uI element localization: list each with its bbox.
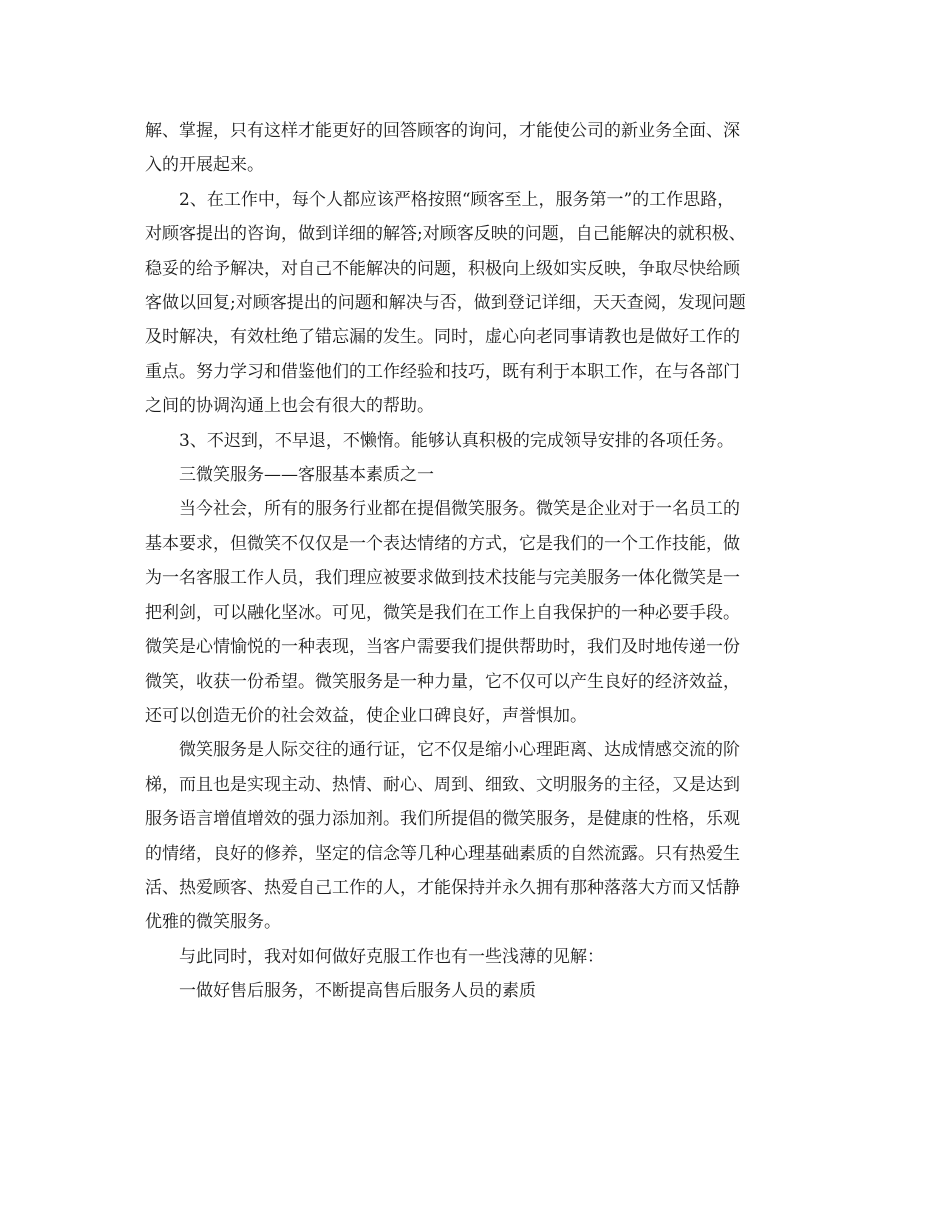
text-line: 的情绪，良好的修养，坚定的信念等几种心理基础素质的自然流露。只有热爱生 [145, 843, 740, 864]
text-line: 当今社会，所有的服务行业都在提倡微笑服务。微笑是企业对于一名员工的 [179, 499, 740, 520]
text-line: 及时解决，有效杜绝了错忘漏的发生。同时，虚心向老同事请教也是做好工作的 [145, 327, 740, 348]
paragraph-3 [145, 424, 805, 458]
paragraph-1 [145, 114, 805, 183]
text-line: 梯，而且也是实现主动、热情、耐心、周到、细致、文明服务的主径，又是达到 [145, 774, 740, 795]
paragraph-2 [145, 183, 805, 424]
text-line: 重点。努力学习和借鉴他们的工作经验和技巧，既有利于本职工作，在与各部门 [145, 361, 740, 382]
text-line: 优雅的微笑服务。 [145, 912, 281, 933]
text-line: 3、不迟到，不早退，不懒惰。能够认真积极的完成领导安排的各项任务。 [179, 430, 734, 451]
text-line: 客做以回复;对顾客提出的问题和解决与否，做到登记详细，天天查阅，发现问题 [145, 293, 746, 314]
paragraph-5 [145, 733, 805, 939]
section-heading [145, 458, 805, 492]
text-line: 解、掌握，只有这样才能更好的回答顾客的询问，才能使公司的新业务全面、深 [145, 121, 740, 141]
text-line: 三微笑服务——客服基本素质之一 [179, 465, 434, 486]
text-line: 活、热爱顾客、热爱自己工作的人，才能保持并永久拥有那种落落大方而又恬静 [145, 877, 740, 898]
text-line: 服务语言增值增效的强力添加剂。我们所提倡的微笑服务，是健康的性格，乐观 [145, 809, 740, 830]
text-line: 一做好售后服务，不断提高售后服务人员的素质 [179, 981, 536, 1002]
text-line: 把利剑，可以融化坚冰。可见，微笑是我们在工作上自我保护的一种必要手段。 [145, 602, 740, 623]
text-line: 之间的协调沟通上也会有很大的帮助。 [145, 396, 434, 417]
text-line: 对顾客提出的咨询，做到详细的解答;对顾客反映的问题，自己能解决的就积极、 [145, 224, 746, 245]
text-line: 微笑是心情愉悦的一种表现，当客户需要我们提供帮助时，我们及时地传递一份 [145, 637, 740, 658]
paragraph-7 [145, 974, 805, 1008]
text-line: 稳妥的给予解决，对自己不能解决的问题，积极向上级如实反映，争取尽快给顾 [145, 258, 740, 279]
text-line: 微笑服务是人际交往的通行证，它不仅是缩小心理距离、达成情感交流的阶 [179, 740, 740, 761]
text-line: 还可以创造无价的社会效益，使企业口碑良好，声誉惧加。 [145, 705, 587, 726]
text-line: 微笑，收获一份希望。微笑服务是一种力量，它不仅可以产生良好的经济效益， [145, 671, 740, 692]
text-line: 与此同时，我对如何做好克服工作也有一些浅薄的见解： [179, 946, 604, 967]
text-line: 基本要求，但微笑不仅仅是一个表达情绪的方式，它是我们的一个工作技能，做 [145, 533, 740, 554]
text-line: 入的开展起来。 [145, 155, 264, 176]
text-line: 2、在工作中，每个人都应该严格按照“顾客至上，服务第一”的工作思路， [179, 189, 735, 210]
text-line: 为一名客服工作人员，我们理应被要求做到技术技能与完美服务一体化微笑是一 [145, 568, 740, 589]
paragraph-6 [145, 940, 805, 974]
paragraph-4 [145, 492, 805, 733]
document-body [145, 114, 805, 1009]
